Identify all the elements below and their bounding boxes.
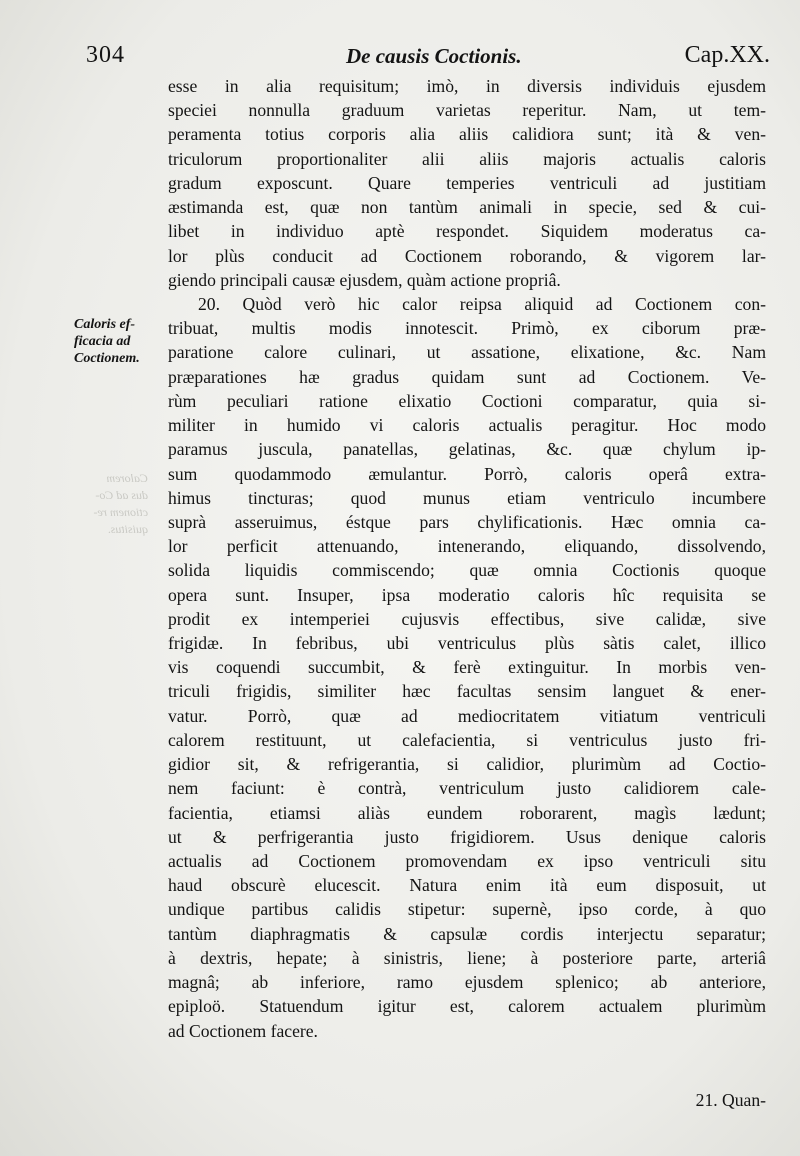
text-line: rùm peculiari ratione elixatio Coctioni comparatur, quia si- xyxy=(168,390,766,411)
text-line: nem faciunt: è contrà, ventriculum justo calidiorem cale- xyxy=(168,778,766,799)
text-line: epiploö. Statuendum igitur est, calorem actualem plurimùm xyxy=(168,996,766,1017)
text-line: tantùm diaphragmatis & capsulæ cordis interjectu separatur; xyxy=(168,923,766,944)
text-line: facientia, etiamsi aliàs eundem roborarent, magìs lædunt; xyxy=(168,802,766,823)
text-line: calorem restituunt, ut calefacientia, si ventriculus justo fri- xyxy=(168,729,766,750)
text-line: à dextris, hepate; à sinistris, liene; à posteriore parte, arteriâ xyxy=(168,947,766,968)
text-line-paragraph-start: 20. Quòd verò hic calor reipsa aliquid ad Coctionem con- xyxy=(198,293,766,314)
text-line: frigidæ. In febribus, ubi ventriculus plùs sàtis calet, illico xyxy=(168,633,766,654)
text-line: esse in alia requisitum; imò, in diversis individuis ejusdem xyxy=(168,76,766,96)
text-line: suprà asseruimus, éstque pars chylificationis. Hæc omnia ca- xyxy=(168,511,766,532)
text-line: militer in humido vi caloris actualis peragitur. Hoc modo xyxy=(168,415,766,436)
text-line: paramus juscula, panatellas, gelatinas, &c. quæ chylum ip- xyxy=(168,439,766,460)
text-line: solida liquidis commiscendo; quæ omnia Coctionis quoque xyxy=(168,560,766,581)
text-line: gradum exposcunt. Quare temperies ventriculi ad justitiam xyxy=(168,172,766,193)
text-line: vis coquendi succumbit, & ferè extinguitur. In morbis ven- xyxy=(168,657,766,678)
text-line: prodit ex intemperiei cujusvis effectibus, sive calidæ, sive xyxy=(168,608,766,629)
text-line: ut & perfrigerantia justo frigidiorem. Usus denique caloris xyxy=(168,826,766,847)
text-line: himus tincturas; quod munus etiam ventriculo incumbere xyxy=(168,487,766,508)
text-line: giendo principali causæ ejusdem, quàm actione propriâ. xyxy=(168,269,561,290)
margin-note-line: ficacia ad xyxy=(74,334,131,349)
text-line: libet in individuo aptè respondet. Siquidem moderatus ca- xyxy=(168,221,766,242)
text-line: magnâ; ab inferiore, ramo ejusdem splenico; ab anteriore, xyxy=(168,972,766,993)
text-line: speciei nonnulla graduum varietas reperitur. Nam, ut tem- xyxy=(168,100,766,121)
text-line: peramenta totius corporis alia aliis calidiora sunt; ità & ven- xyxy=(168,124,766,145)
text-line: opera sunt. Insuper, ipsa moderatio caloris hîc requisita se xyxy=(168,584,766,605)
text-line: actualis ad Coctionem promovendam ex ipso ventriculi situ xyxy=(168,851,766,871)
text-line: gidior sit, & refrigerantia, si calidior, plurimùm ad Coctio- xyxy=(168,754,766,775)
margin-note xyxy=(74,316,170,367)
text-line: triculorum proportionaliter alii aliis majoris actualis caloris xyxy=(168,148,766,169)
chapter-label: Cap.XX. xyxy=(684,42,770,68)
running-title: De causis Coctionis. xyxy=(346,44,522,68)
text-line: præparationes hæ gradus quidam sunt ad Coctionem. Ve- xyxy=(168,366,766,387)
text-line: undique partibus calidis stipetur: supernè, ipso corde, à quo xyxy=(168,899,766,920)
text-line: tribuat, multis modis innotescit. Primò, ex ciborum præ- xyxy=(168,318,766,339)
page-number: 304 xyxy=(86,42,125,68)
text-line: vatur. Porrò, quæ ad mediocritatem vitiatum ventriculi xyxy=(168,705,766,726)
text-line: æstimanda est, quæ non tantùm animali in specie, sed & cui- xyxy=(168,197,766,218)
bleed-through-text: Calorem dus ad Co- ctionem re- quisitus. xyxy=(93,471,148,536)
catchword: 21. Quan- xyxy=(695,1090,766,1110)
body-text xyxy=(168,74,766,1043)
text-line: ad Coctionem facere. xyxy=(168,1020,318,1041)
text-line: haud obscurè elucescit. Natura enim ità eum disposuit, ut xyxy=(168,875,766,896)
text-line: triculi frigidis, similiter hæc facultas sensim languet & ener- xyxy=(168,681,766,702)
text-line: lor perficit attenuando, intenerando, eliquando, dissolvendo, xyxy=(168,536,766,557)
margin-note-line: Coctionem. xyxy=(74,351,140,366)
text-line: sum quodammodo æmulantur. Porrò, caloris operâ extra- xyxy=(168,463,766,484)
page-header xyxy=(84,38,770,72)
text-line: lor plùs conducit ad Coctionem roborando, & vigorem lar- xyxy=(168,245,766,266)
text-line: paratione calore culinari, ut assatione, elixatione, &c. Nam xyxy=(168,342,766,363)
margin-note-line: Caloris ef- xyxy=(74,317,136,332)
